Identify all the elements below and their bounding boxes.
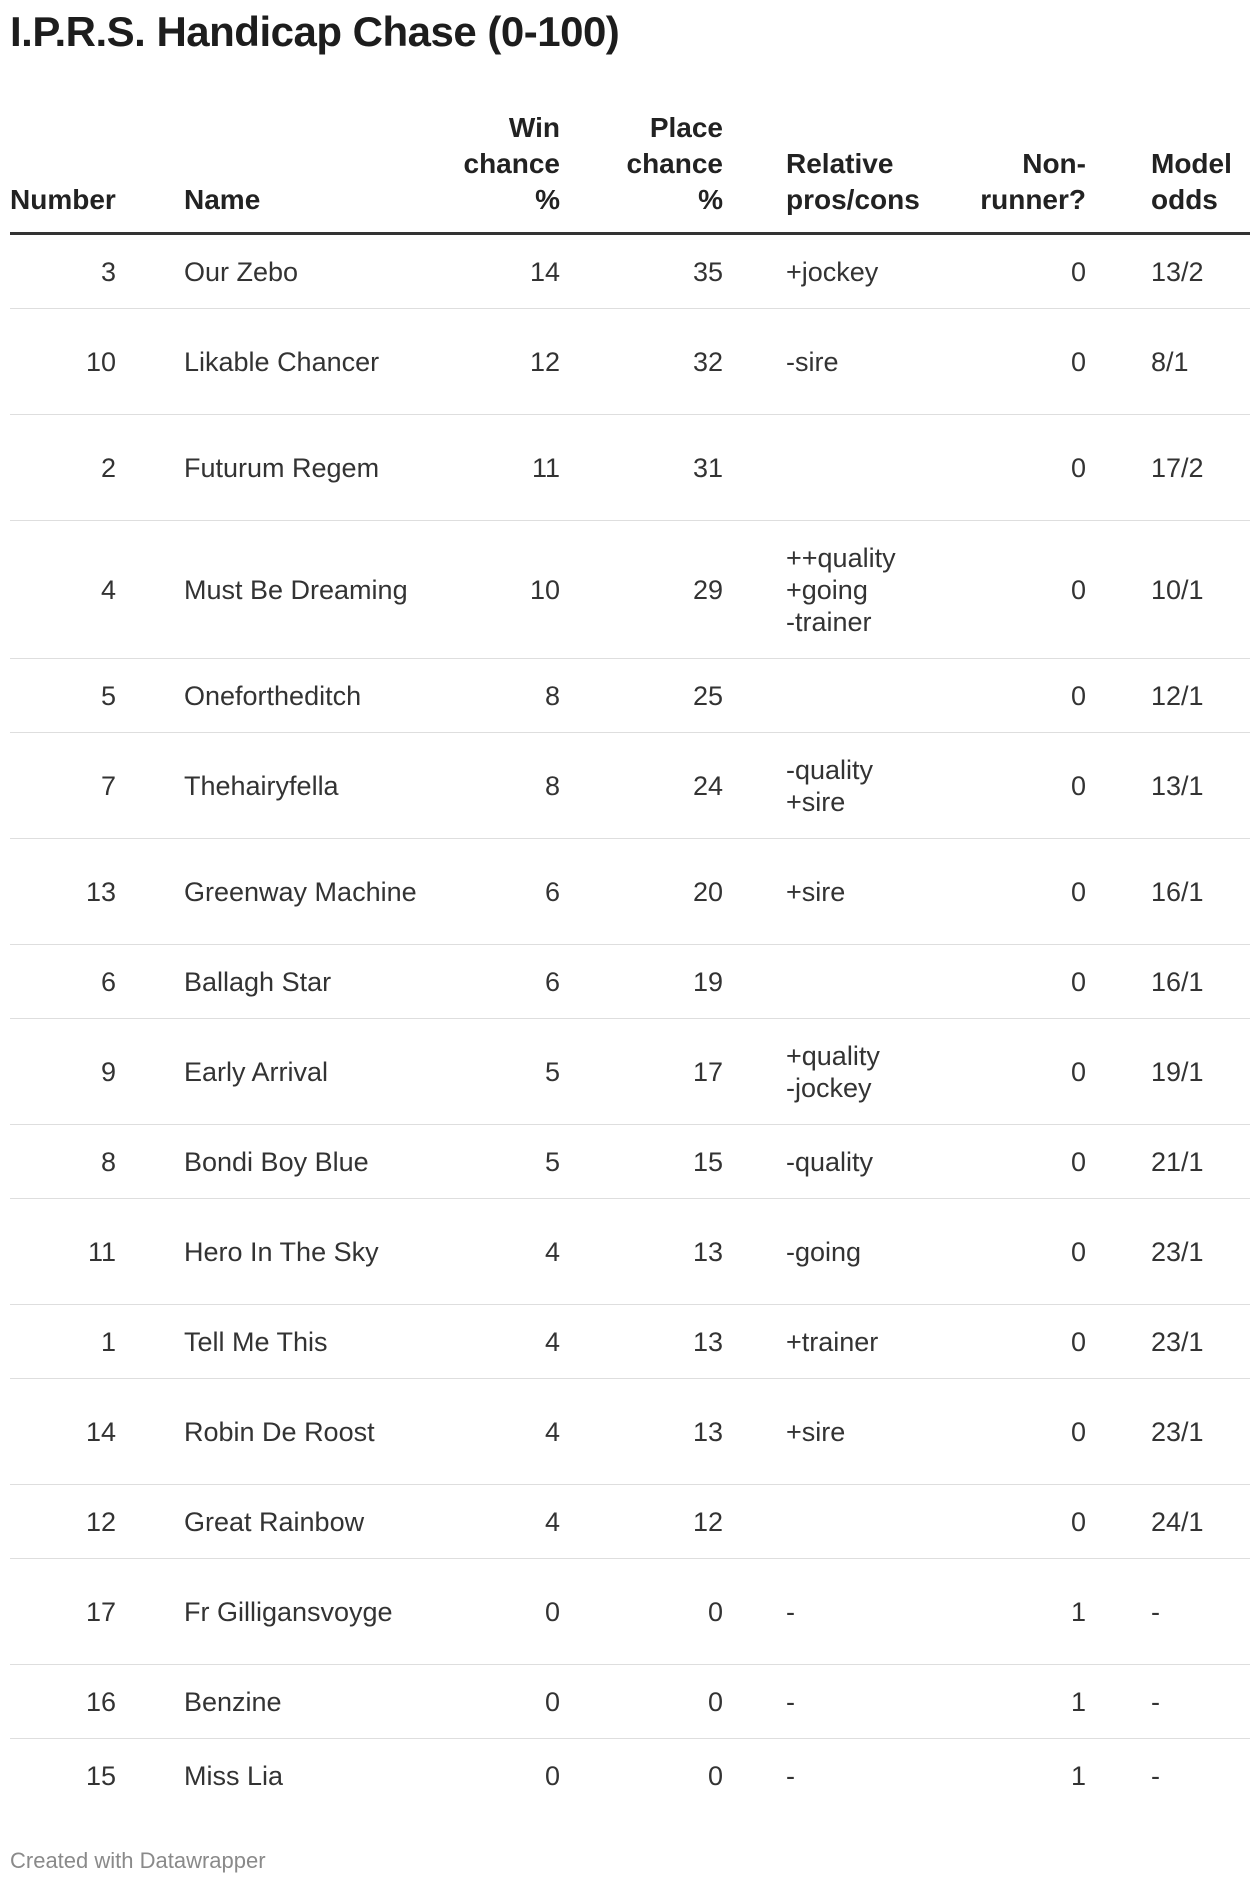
cell-place-chance: 15 [560,1125,723,1199]
cell-name: Onefortheditch [184,659,420,733]
cell-relative [723,659,943,733]
cell-relative: +sire [723,839,943,945]
column-header-win-chance[interactable] [420,110,560,234]
cell-model-odds: 16/1 [1086,945,1250,1019]
column-header-non-runner[interactable] [943,110,1086,234]
table-row [10,521,1250,659]
column-header-number[interactable] [10,110,184,234]
cell-model-odds: 13/2 [1086,234,1250,309]
cell-non-runner: 0 [943,945,1086,1019]
cell-model-odds: 16/1 [1086,839,1250,945]
cell-non-runner: 0 [943,309,1086,415]
cell-model-odds: 23/1 [1086,1199,1250,1305]
column-header-name[interactable] [184,110,420,234]
cell-win-chance: 0 [420,1559,560,1665]
cell-non-runner: 0 [943,521,1086,659]
cell-number: 13 [10,839,184,945]
cell-model-odds: 24/1 [1086,1485,1250,1559]
table-row [10,1739,1250,1813]
cell-relative: -sire [723,309,943,415]
cell-win-chance: 10 [420,521,560,659]
page-title: I.P.R.S. Handicap Chase (0-100) [10,8,620,55]
cell-model-odds: 23/1 [1086,1379,1250,1485]
cell-place-chance: 29 [560,521,723,659]
table-row [10,1559,1250,1665]
cell-relative: +trainer [723,1305,943,1379]
cell-place-chance: 19 [560,945,723,1019]
cell-win-chance: 8 [420,733,560,839]
cell-place-chance: 0 [560,1665,723,1739]
cell-place-chance: 17 [560,1019,723,1125]
table-container [10,110,1232,1812]
cell-relative: +quality -jockey [723,1019,943,1125]
cell-number: 5 [10,659,184,733]
cell-non-runner: 1 [943,1559,1086,1665]
cell-number: 12 [10,1485,184,1559]
cell-name: Tell Me This [184,1305,420,1379]
cell-relative: -quality +sire [723,733,943,839]
cell-win-chance: 8 [420,659,560,733]
column-header-label: Number [10,184,116,215]
cell-relative: ++quality +going -trainer [723,521,943,659]
cell-win-chance: 4 [420,1485,560,1559]
table-row [10,415,1250,521]
cell-place-chance: 20 [560,839,723,945]
cell-name: Thehairyfella [184,733,420,839]
cell-model-odds: - [1086,1559,1250,1665]
column-header-label: Non- runner? [980,148,1086,215]
data-table [10,110,1250,1812]
table-row [10,1019,1250,1125]
cell-name: Must Be Dreaming [184,521,420,659]
cell-place-chance: 13 [560,1199,723,1305]
table-row [10,1125,1250,1199]
table-row [10,945,1250,1019]
cell-relative: - [723,1665,943,1739]
cell-model-odds: 19/1 [1086,1019,1250,1125]
cell-non-runner: 0 [943,1199,1086,1305]
cell-model-odds: 12/1 [1086,659,1250,733]
cell-non-runner: 0 [943,1379,1086,1485]
cell-place-chance: 0 [707,1760,723,1791]
column-header-label: Name [184,184,261,215]
table-row [10,1199,1250,1305]
column-header-relative[interactable] [723,110,943,234]
cell-number: 3 [10,234,184,309]
cell-non-runner: 1 [1070,1760,1086,1791]
cell-non-runner: 0 [943,234,1086,309]
cell-win-chance: 4 [420,1379,560,1485]
cell-name: Greenway Machine [184,839,420,945]
cell-non-runner: 0 [943,1125,1086,1199]
cell-win-chance: 14 [420,234,560,309]
cell-win-chance: 0 [544,1760,560,1791]
column-header-place-chance[interactable] [560,110,723,234]
cell-name: Likable Chancer [184,309,420,415]
cell-model-odds: 21/1 [1086,1125,1250,1199]
cell-win-chance: 5 [420,1125,560,1199]
cell-non-runner: 0 [943,415,1086,521]
cell-relative: -going [723,1199,943,1305]
cell-model-odds: 17/2 [1086,415,1250,521]
cell-name: Great Rainbow [184,1485,420,1559]
cell-relative: - [723,1559,943,1665]
table-body [10,234,1250,1813]
cell-place-chance: 24 [560,733,723,839]
cell-model-odds: 23/1 [1086,1305,1250,1379]
cell-number: 17 [10,1559,184,1665]
column-header-label: Relative pros/cons [786,148,920,215]
cell-non-runner: 1 [943,1665,1086,1739]
cell-win-chance: 4 [420,1305,560,1379]
cell-model-odds: 8/1 [1086,309,1250,415]
cell-relative: +sire [723,1379,943,1485]
cell-non-runner: 0 [943,659,1086,733]
cell-place-chance: 25 [560,659,723,733]
table-row [10,1305,1250,1379]
cell-win-chance: 5 [420,1019,560,1125]
cell-relative: +jockey [723,234,943,309]
cell-model-odds: - [1151,1760,1160,1791]
cell-place-chance: 35 [560,234,723,309]
cell-place-chance: 32 [560,309,723,415]
cell-name: Ballagh Star [184,945,420,1019]
table-row [10,234,1250,309]
cell-non-runner: 0 [943,733,1086,839]
cell-relative [723,945,943,1019]
cell-win-chance: 6 [420,945,560,1019]
cell-name: Hero In The Sky [184,1199,420,1305]
cell-number: 4 [10,521,184,659]
cell-number: 2 [10,415,184,521]
column-header-label: Place chance % [626,112,723,215]
cell-number: 7 [10,733,184,839]
column-header-label: Win chance % [463,112,560,215]
cell-relative: -quality [723,1125,943,1199]
cell-number: 11 [10,1199,184,1305]
cell-win-chance: 11 [420,415,560,521]
cell-place-chance: 0 [560,1559,723,1665]
cell-name: Robin De Roost [184,1379,420,1485]
table-row [10,309,1250,415]
cell-win-chance: 0 [420,1665,560,1739]
table-row [10,839,1250,945]
column-header-label: Model odds [1151,148,1232,215]
cell-name: Fr Gilligansvoyge [184,1559,420,1665]
header-row [10,110,1250,234]
footer-credit[interactable]: Created with Datawrapper [10,1848,266,1873]
cell-relative: - [786,1760,795,1791]
cell-number: 6 [10,945,184,1019]
cell-place-chance: 31 [560,415,723,521]
cell-name: Our Zebo [184,234,420,309]
cell-number: 8 [10,1125,184,1199]
cell-place-chance: 13 [560,1379,723,1485]
cell-model-odds: 10/1 [1086,521,1250,659]
cell-name: Futurum Regem [184,415,420,521]
cell-number: 10 [10,309,184,415]
cell-non-runner: 0 [943,839,1086,945]
cell-number: 15 [85,1760,116,1791]
cell-win-chance: 12 [420,309,560,415]
cell-number: 14 [10,1379,184,1485]
cell-model-odds: 13/1 [1086,733,1250,839]
cell-number: 16 [10,1665,184,1739]
table-row [10,1485,1250,1559]
cell-name: Benzine [184,1665,420,1739]
column-header-model-odds[interactable] [1086,110,1250,234]
cell-number: 1 [10,1305,184,1379]
cell-number: 9 [10,1019,184,1125]
table-row [10,733,1250,839]
table-row [10,659,1250,733]
cell-place-chance: 13 [560,1305,723,1379]
cell-place-chance: 12 [560,1485,723,1559]
cell-name: Bondi Boy Blue [184,1125,420,1199]
table-row [10,1665,1250,1739]
cell-relative [723,1485,943,1559]
cell-name: Early Arrival [184,1019,420,1125]
cell-relative [723,415,943,521]
cell-win-chance: 6 [420,839,560,945]
cell-non-runner: 0 [943,1485,1086,1559]
table-row [10,1379,1250,1485]
cell-non-runner: 0 [943,1019,1086,1125]
cell-non-runner: 0 [943,1305,1086,1379]
cell-model-odds: - [1086,1665,1250,1739]
cell-win-chance: 4 [420,1199,560,1305]
cell-name: Miss Lia [184,1760,284,1791]
